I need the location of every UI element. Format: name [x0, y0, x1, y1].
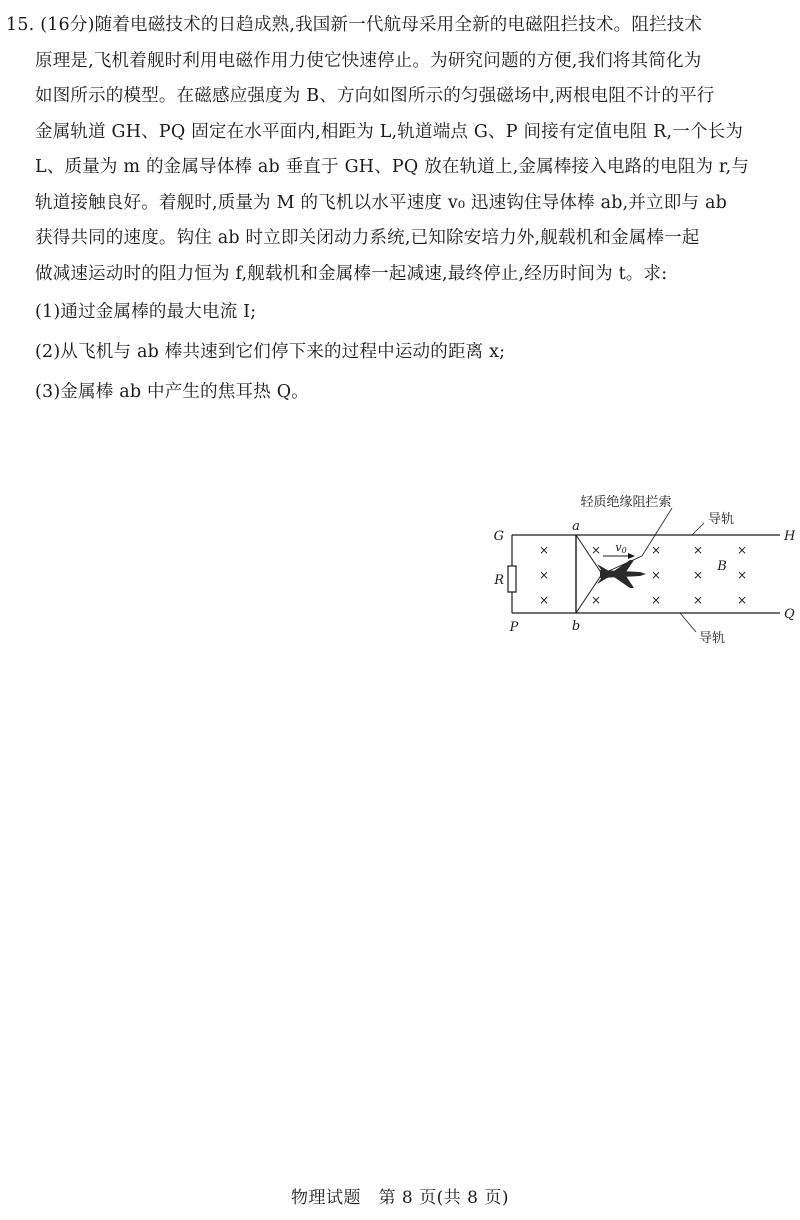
question-15: [6, 8, 788, 412]
field-mark: ×: [650, 568, 662, 582]
label-p: P: [509, 620, 519, 635]
field-mark: ×: [736, 543, 748, 557]
field-mark: ×: [538, 568, 550, 582]
rail-bottom-pointer: [680, 613, 696, 632]
label-field-b: B: [717, 559, 727, 574]
question-line: L、质量为 m 的金属导体棒 ab 垂直于 GH、PQ 放在轨道上,金属棒接入电路的电阻为 r,与: [35, 157, 750, 177]
field-mark: ×: [590, 543, 602, 557]
sub-question-1: (1)通过金属棒的最大电流 I;: [35, 302, 257, 322]
label-a: a: [572, 519, 580, 534]
arresting-gear-diagram: [490, 490, 795, 650]
label-velocity: [615, 541, 626, 555]
rail-top-pointer: [692, 523, 704, 535]
field-mark: ×: [692, 593, 704, 607]
field-mark: ×: [692, 568, 704, 582]
diagram-svg: [490, 490, 795, 650]
label-h: H: [784, 529, 795, 544]
label-velocity-sub: 0: [621, 546, 627, 555]
label-q: Q: [784, 607, 795, 622]
label-rail-top: 导轨: [708, 512, 735, 527]
question-line: 如图所示的模型。在磁感应强度为 B、方向如图所示的匀强磁场中,两根电阻不计的平行: [35, 86, 715, 106]
page-footer: 物理试题 第 8 页(共 8 页): [290, 1188, 509, 1208]
field-mark: ×: [538, 593, 550, 607]
question-line: 原理是,飞机着舰时利用电磁作用力使它快速停止。为研究问题的方便,我们将其简化为: [35, 50, 702, 71]
field-mark: ×: [590, 593, 602, 607]
question-line: 金属轨道 GH、PQ 固定在水平面内,相距为 L,轨道端点 G、P 间接有定值电阻 R,一个长为: [35, 121, 744, 142]
label-velocity-v: v: [615, 541, 622, 554]
label-r: R: [494, 573, 504, 588]
aircraft-wing-bottom: [614, 576, 634, 588]
field-mark: ×: [692, 543, 704, 557]
question-line: 获得共同的速度。钩住 ab 时立即关闭动力系统,已知除安培力外,舰载机和金属棒一起: [35, 228, 700, 248]
aircraft-wing-top: [614, 560, 634, 572]
velocity-arrowhead: [628, 553, 635, 559]
label-b: b: [571, 619, 581, 634]
label-rail-bottom: 导轨: [699, 631, 726, 646]
field-mark: ×: [650, 543, 662, 557]
label-cable: 轻质绝缘阻拦索: [580, 495, 672, 510]
question-line: 15. (16分)随着电磁技术的日趋成熟,我国新一代航母采用全新的电磁阻拦技术。阻拦技术: [6, 15, 703, 35]
field-mark: ×: [650, 593, 662, 607]
resistor-r: [508, 566, 516, 592]
label-g: G: [493, 529, 504, 544]
question-line: 轨道接触良好。着舰时,质量为 M 的飞机以水平速度 v₀ 迅速钩住导体棒 ab,并立即与 ab: [35, 192, 727, 213]
question-line: 做减速运动时的阻力恒为 f,舰载机和金属棒一起减速,最终停止,经历时间为 t。求:: [35, 263, 668, 284]
sub-question-3: (3)金属棒 ab 中产生的焦耳热 Q。: [35, 382, 309, 402]
field-mark: ×: [736, 568, 748, 582]
field-mark: ×: [736, 593, 748, 607]
field-mark: ×: [538, 543, 550, 557]
sub-question-2: (2)从飞机与 ab 棒共速到它们停下来的过程中运动的距离 x;: [35, 342, 506, 362]
